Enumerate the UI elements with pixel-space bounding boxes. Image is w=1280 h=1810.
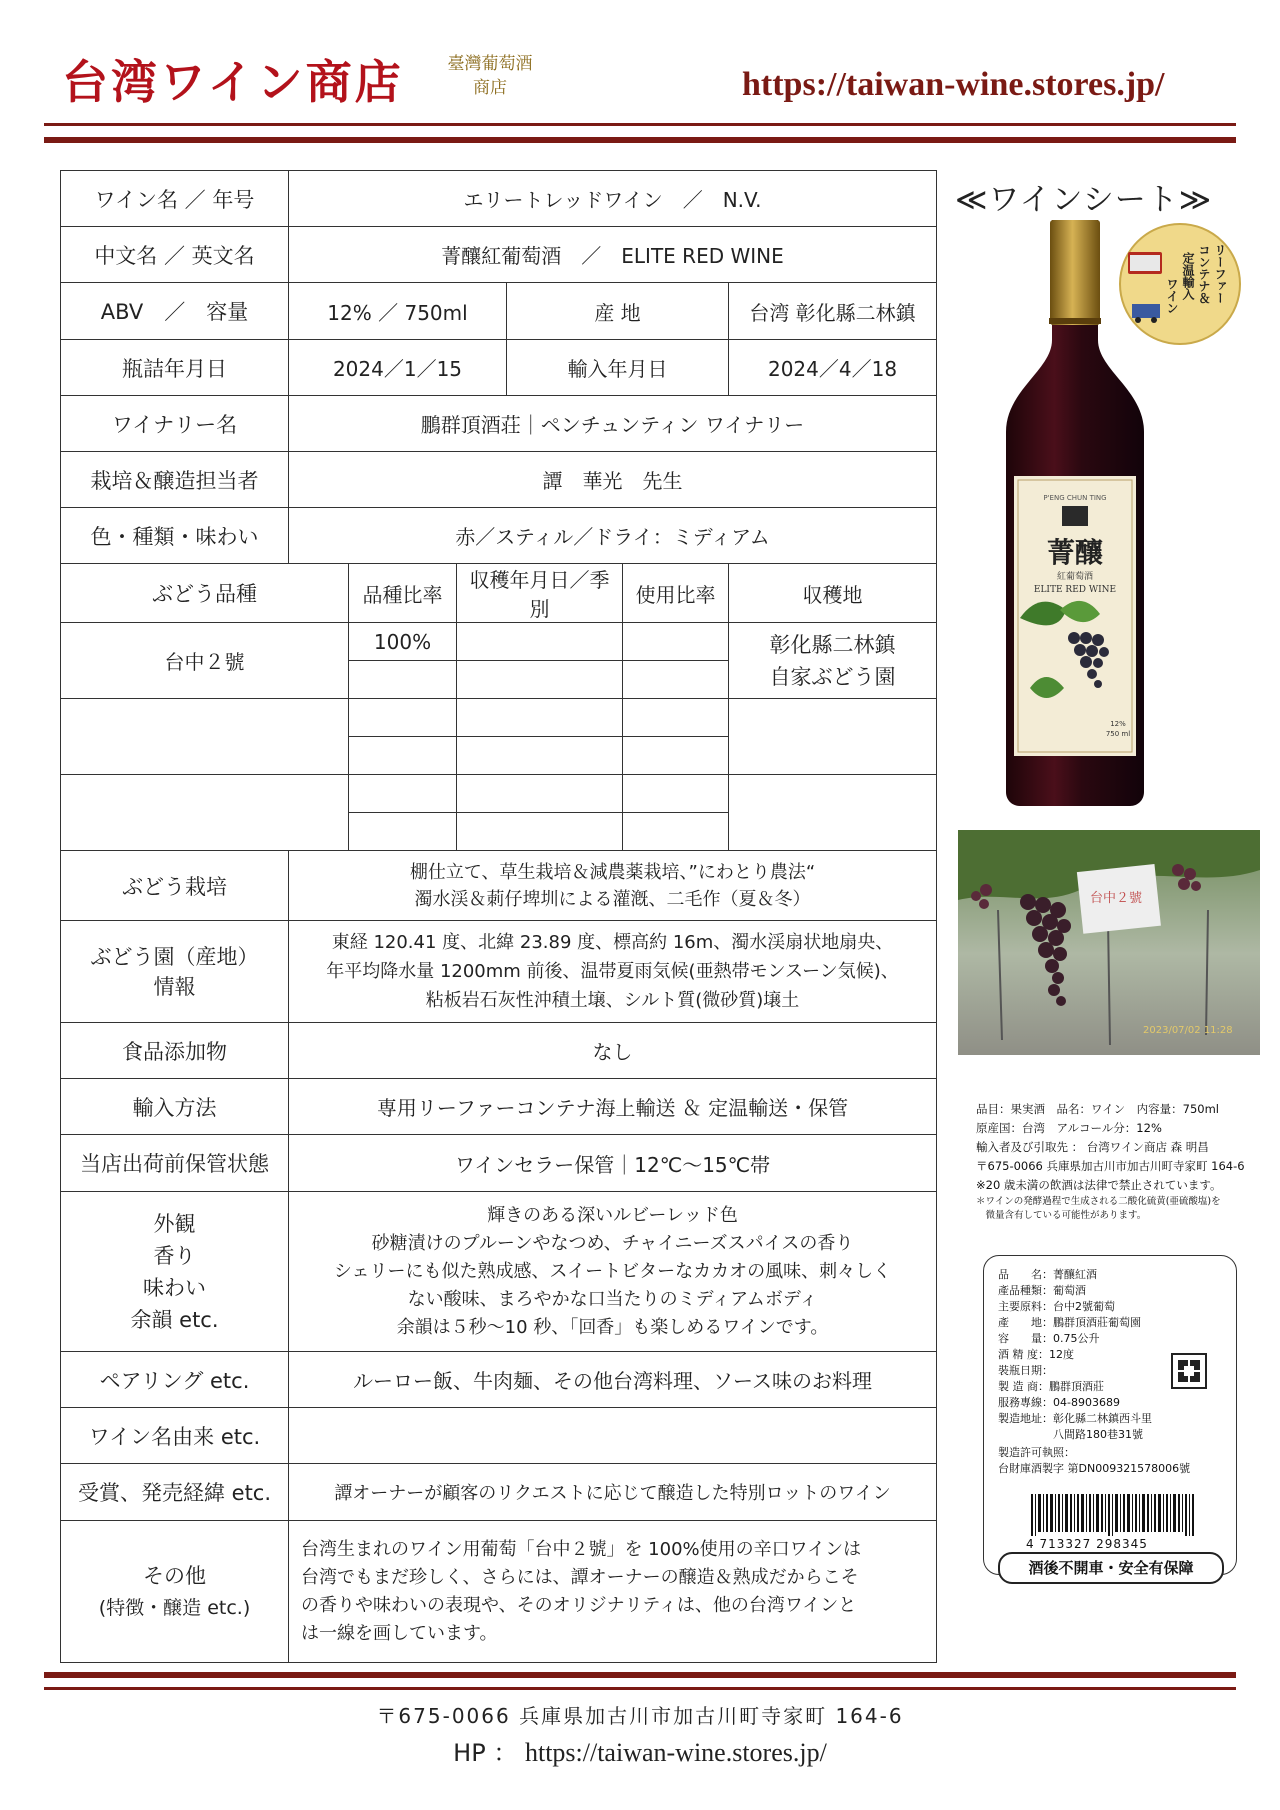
grape-harvest-1 [457, 623, 623, 661]
bottle-label-volume: 750 ml [1105, 730, 1131, 738]
row-wine-name [61, 171, 937, 227]
bottle-label-name: 菁釀 [1046, 536, 1104, 569]
vineyard-line3: 粘板岩石灰性沖積土壌、シルト質(微砂質)壌土 [425, 990, 800, 1011]
grape-use-1b [623, 661, 729, 699]
label-winery: ワイナリー名 [61, 396, 289, 452]
tw-label-line9: 服務專線：04-8903689 [998, 1396, 1120, 1409]
grape-place-line2: 自家ぶどう園 [769, 664, 896, 689]
import-label-line3: 輸入者及び引取先 ： 台湾ワイン商店 森 明昌 [976, 1140, 1209, 1154]
grape-place-line1: 彰化縣二林鎮 [769, 632, 896, 657]
other-line3: の香りや味わいの表現や、そのオリジナリティは、他の台湾ワインと [301, 1594, 857, 1616]
grape-use-3b [623, 813, 729, 851]
tw-label-line11: 八間路180巷31號 [998, 1428, 1143, 1441]
grape-ratio-2 [349, 699, 457, 737]
tw-label-line3: 主要原料：台中2號葡萄 [998, 1300, 1115, 1313]
other-label-line2: (特徴・醸造 etc.) [98, 1596, 251, 1619]
value-wine-name: エリートレッドワイン ／ N.V. [289, 171, 937, 227]
tw-label-line7: 裝瓶日期： [998, 1364, 1053, 1377]
row-grape-header [61, 564, 937, 623]
tasting-line3: シェリーにも似た熟成感、スイートビターなカカオの風味、刺々しく [333, 1260, 892, 1282]
grape-row-3a [61, 775, 937, 813]
tasting-label-appearance: 外観 [153, 1211, 196, 1236]
vineyard-label-line1: ぶどう園（産地） [90, 944, 259, 969]
grape-head-harvest: 収穫年月日／季別 [457, 564, 623, 623]
label-origin: 産 地 [507, 283, 729, 340]
value-name-origin [289, 1408, 937, 1464]
import-label [976, 1100, 1246, 1223]
taiwan-product-label [983, 1255, 1237, 1575]
grape-use-2 [623, 699, 729, 737]
label-pairing: ペアリング etc. [61, 1352, 289, 1408]
value-award: 譚オーナーが顧客のリクエストに応じて醸造した特別ロットのワイン [289, 1464, 937, 1521]
safety-notice: 酒後不開車・安全有保障 [998, 1552, 1224, 1584]
store-title: 台湾ワイン商店 [62, 55, 404, 109]
footer-rule-thin [44, 1687, 1236, 1690]
grape-ratio-1b [349, 661, 457, 699]
row-tasting [61, 1192, 937, 1352]
bottle-label-brand: P'ENG CHUN TING [1043, 494, 1107, 502]
footer-rule-thick [44, 1672, 1236, 1678]
bottle-label-english: ELITE RED WINE [1033, 585, 1117, 595]
value-additive: なし [289, 1023, 937, 1079]
store-subtitle-line1: 臺灣葡萄酒 [447, 54, 533, 74]
row-style [61, 508, 937, 564]
grape-use-1 [623, 623, 729, 661]
label-abv: ABV ／ 容量 [61, 283, 289, 340]
row-other [61, 1521, 937, 1663]
recycle-mark-icon [1170, 1352, 1208, 1390]
tasting-label-taste: 味わい [143, 1275, 206, 1300]
grape-harvest-2b [457, 737, 623, 775]
grape-ratio-2b [349, 737, 457, 775]
footer-hp-label: HP ： [453, 1739, 518, 1767]
label-additive: 食品添加物 [61, 1023, 289, 1079]
header-rule-thin [44, 123, 1236, 126]
grape-place-2 [729, 699, 937, 775]
value-storage: ワインセラー保管｜12℃～15℃帯 [289, 1135, 937, 1192]
grape-ratio-1: 100% [349, 623, 457, 661]
grape-use-3 [623, 775, 729, 813]
store-subtitle-line2: 商店 [473, 78, 507, 98]
label-style: 色・種類・味わい [61, 508, 289, 564]
tw-label-line10: 製造地址：彰化縣二林鎮西斗里 [998, 1412, 1152, 1425]
footer-hp-url[interactable]: https://taiwan-wine.stores.jp/ [524, 1738, 827, 1767]
row-winery [61, 396, 937, 452]
tw-label-line8: 製 造 商：鵬群頂酒莊 [998, 1380, 1104, 1393]
badge-line4: ワイン [1165, 278, 1179, 314]
badge-line2: コンテナ＆ [1197, 244, 1211, 304]
tasting-line2: 砂糖漬けのプルーンやなつめ、チャイニーズスパイスの香り [371, 1232, 854, 1254]
label-import: 輸入方法 [61, 1079, 289, 1135]
vineyard-label-line2: 情報 [153, 974, 196, 999]
grape-variety-3 [61, 775, 349, 851]
tasting-line5: 余韻は５秒～10 秒、「回香」も楽しめるワインです。 [396, 1316, 829, 1338]
import-label-line7: 微量含有している可能性があります。 [976, 1210, 1147, 1221]
value-cultivation [289, 851, 937, 921]
label-wine-name: ワイン名 ／ 年号 [61, 171, 289, 227]
badge-line1: リーファー [1213, 244, 1227, 304]
reefer-import-badge [1118, 222, 1242, 346]
grape-head-place: 収穫地 [729, 564, 937, 623]
barcode [1029, 1494, 1199, 1536]
vineyard-photo [958, 830, 1260, 1055]
tw-label-line1: 品 名：菁釀紅酒 [998, 1268, 1097, 1281]
bottle-label-abv: 12% [1110, 720, 1126, 728]
row-import [61, 1079, 937, 1135]
value-bottled: 2024／1／15 [289, 340, 507, 396]
value-style: 赤／スティル／ドライ：ミディアム [289, 508, 937, 564]
tw-label-line2: 產品種類：葡萄酒 [998, 1284, 1086, 1297]
other-line4: は一線を画しています。 [301, 1622, 498, 1644]
row-vineyard [61, 921, 937, 1023]
vineyard-line1: 東経 120.41 度、北緯 23.89 度、標高約 16m、濁水渓扇状地扇央、 [331, 932, 894, 953]
grape-harvest-3 [457, 775, 623, 813]
row-cultivation [61, 851, 937, 921]
import-label-line2: 原産国：台湾 アルコール分：12% [976, 1121, 1162, 1135]
store-subtitle [435, 52, 545, 100]
row-abv [61, 283, 937, 340]
grape-head-use: 使用比率 [623, 564, 729, 623]
grape-harvest-2 [457, 699, 623, 737]
row-award [61, 1464, 937, 1521]
label-storage: 当店出荷前保管状態 [61, 1135, 289, 1192]
vineyard-line2: 年平均降水量 1200mm 前後、温帯夏雨気候(亜熱帯モンスーン気候)、 [326, 961, 899, 982]
tasting-label-finish: 余韻 etc. [130, 1307, 219, 1332]
import-label-line4: 〒675-0066 兵庫県加古川市加古川町寺家町 164-6 [976, 1159, 1245, 1173]
tw-label-line6: 酒 精 度：12度 [998, 1348, 1074, 1361]
import-label-line1: 品目：果実酒 品名：ワイン 内容量：750ml [976, 1102, 1220, 1116]
value-tasting [289, 1192, 937, 1352]
label-import-date: 輸入年月日 [507, 340, 729, 396]
row-dates [61, 340, 937, 396]
grape-use-2b [623, 737, 729, 775]
footer-homepage [0, 1733, 1280, 1768]
value-abv: 12% ／ 750ml [289, 283, 507, 340]
header-rule-thick [44, 137, 1236, 143]
grape-ratio-3 [349, 775, 457, 813]
row-chinese-name [61, 227, 937, 283]
vineyard-photo-stamp: 2023/07/02 11:28 [1143, 1025, 1233, 1036]
tw-label-line4: 產 地：鵬群頂酒莊葡萄園 [998, 1316, 1141, 1329]
tasting-line4: ない酸味、まろやかな口当たりのミディアムボディ [407, 1288, 818, 1310]
barcode-number: 4 713327 298345 [1026, 1537, 1148, 1551]
label-chinese-name: 中文名 ／ 英文名 [61, 227, 289, 283]
wine-spec-table [60, 170, 937, 1663]
other-line1: 台湾生まれのワイン用葡萄「台中２號」を 100%使用の辛口ワインは [301, 1538, 862, 1560]
label-tasting [61, 1192, 289, 1352]
grape-head-ratio: 品種比率 [349, 564, 457, 623]
value-origin: 台湾 彰化縣二林鎮 [729, 283, 937, 340]
row-storage [61, 1135, 937, 1192]
grape-ratio-3b [349, 813, 457, 851]
cultivation-line1: 棚仕立て、草生栽培＆減農薬栽培、”にわとり農法“ [409, 861, 816, 883]
cultivation-line2: 濁水渓＆莿仔埤圳による灌漑、二毛作（夏＆冬） [414, 888, 811, 910]
label-bottled: 瓶詰年月日 [61, 340, 289, 396]
row-name-origin [61, 1408, 937, 1464]
grape-row-2a [61, 699, 937, 737]
label-other [61, 1521, 289, 1663]
tasting-line1: 輝きのある深いルビーレッド色 [487, 1204, 738, 1226]
grape-harvest-1b [457, 661, 623, 699]
vineyard-sign: 台中２號 [1090, 891, 1143, 906]
wine-sheet-title: ≪ワインシート≫ [955, 182, 1213, 218]
value-winery: 鵬群頂酒荘｜ペンチュンティン ワイナリー [289, 396, 937, 452]
header-url[interactable]: https://taiwan-wine.stores.jp/ [742, 66, 1165, 103]
grape-head-variety: ぶどう品種 [61, 564, 349, 623]
tasting-label-aroma: 香り [153, 1243, 196, 1268]
other-line2: 台湾でもまだ珍しく、さらには、譚オーナーの醸造＆熟成だからこそ [301, 1566, 859, 1588]
label-name-origin: ワイン名由来 etc. [61, 1408, 289, 1464]
value-import-date: 2024／4／18 [729, 340, 937, 396]
footer-address: 〒675-0066 兵庫県加古川市加古川町寺家町 164-6 [376, 1704, 904, 1728]
value-other [289, 1521, 937, 1663]
tw-label-line13: 台財庫酒製字 第DN009321578006號 [998, 1462, 1191, 1475]
value-vineyard [289, 921, 937, 1023]
row-pairing [61, 1352, 937, 1408]
label-maker: 栽培＆醸造担当者 [61, 452, 289, 508]
grape-row-1a [61, 623, 937, 661]
grape-place-3 [729, 775, 937, 851]
label-vineyard [61, 921, 289, 1023]
grape-place-1 [729, 623, 937, 699]
row-maker [61, 452, 937, 508]
badge-line3: 定温輸入 [1181, 252, 1195, 300]
import-label-line5: ※20 歳未満の飲酒は法律で禁止されています。 [976, 1178, 1222, 1192]
grape-harvest-3b [457, 813, 623, 851]
row-additive [61, 1023, 937, 1079]
value-pairing: ルーロー飯、牛肉麺、その他台湾料理、ソース味のお料理 [289, 1352, 937, 1408]
tw-label-line12: 製造許可執照： [998, 1446, 1075, 1459]
label-cultivation: ぶどう栽培 [61, 851, 289, 921]
value-chinese-name: 菁釀紅葡萄酒 ／ ELITE RED WINE [289, 227, 937, 283]
tw-label-line5: 容 量：0.75公升 [998, 1332, 1100, 1345]
grape-variety-2 [61, 699, 349, 775]
value-maker: 譚 華光 先生 [289, 452, 937, 508]
grape-variety-1: 台中２號 [61, 623, 349, 699]
label-award: 受賞、発売経緯 etc. [61, 1464, 289, 1521]
value-import: 専用リーファーコンテナ海上輸送 ＆ 定温輸送・保管 [289, 1079, 937, 1135]
other-label-line1: その他 [143, 1563, 206, 1588]
import-label-line6: ＊ワインの発酵過程で生成される二酸化硫黄(亜硫酸塩)を [976, 1196, 1221, 1207]
bottle-label-sub: 紅葡萄酒 [1056, 572, 1094, 582]
